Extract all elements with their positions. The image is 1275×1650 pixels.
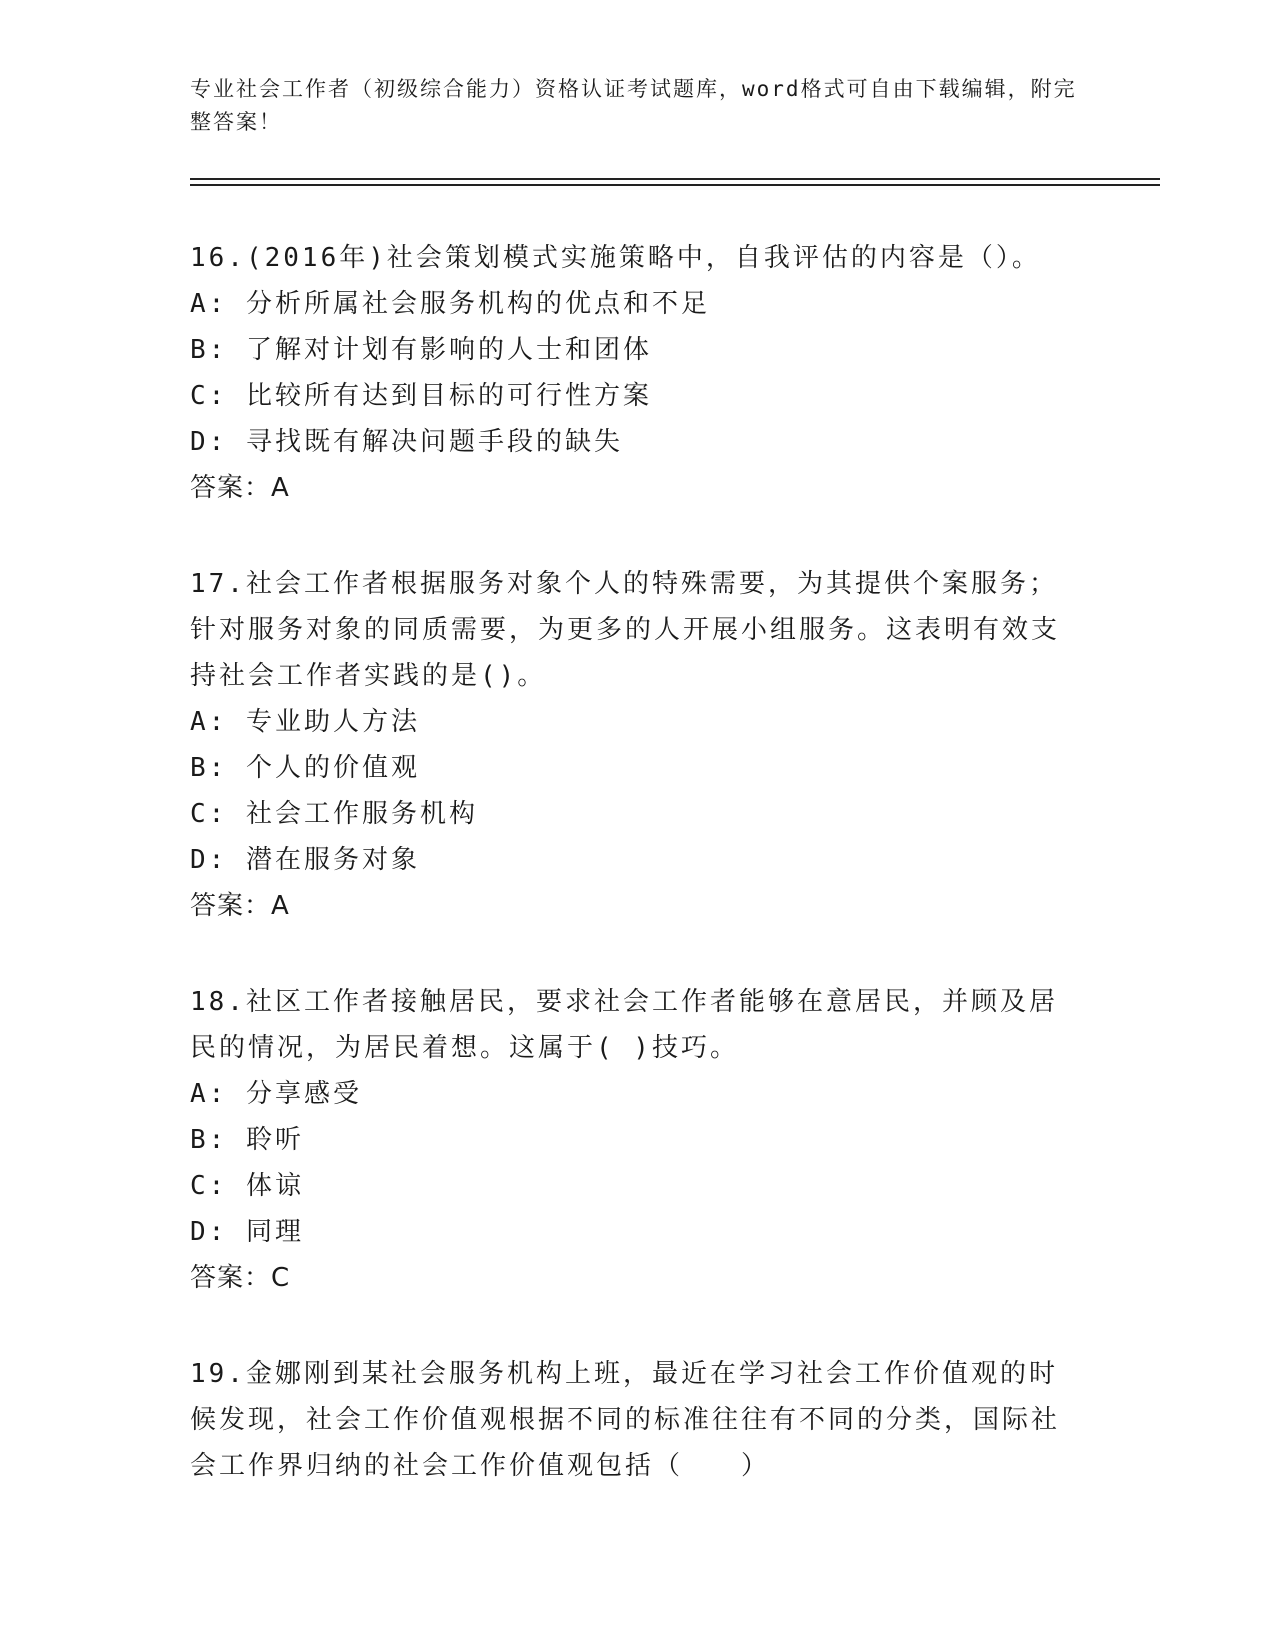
header-divider-top bbox=[190, 178, 1160, 180]
question-stem: 16.(2016年)社会策划模式实施策略中，自我评估的内容是（）。 bbox=[190, 243, 1041, 273]
answer-line: 答案：A bbox=[190, 891, 290, 921]
option-b: B: 了解对计划有影响的人士和团体 bbox=[190, 335, 652, 365]
question-17 bbox=[190, 561, 1080, 929]
answer-line: 答案：A bbox=[190, 473, 290, 503]
header-divider-bottom bbox=[190, 184, 1160, 186]
question-18 bbox=[190, 979, 1080, 1301]
option-c: C: 体谅 bbox=[190, 1171, 304, 1201]
option-a: A: 分享感受 bbox=[190, 1079, 362, 1109]
option-c: C: 比较所有达到目标的可行性方案 bbox=[190, 381, 652, 411]
question-19 bbox=[190, 1351, 1080, 1489]
option-a: A: 专业助人方法 bbox=[190, 707, 420, 737]
option-c: C: 社会工作服务机构 bbox=[190, 799, 478, 829]
answer-line: 答案：C bbox=[190, 1263, 291, 1293]
option-d: D: 寻找既有解决问题手段的缺失 bbox=[190, 427, 623, 457]
question-stem: 17.社会工作者根据服务对象个人的特殊需要，为其提供个案服务；针对服务对象的同质需要，为更多的人开展小组服务。这表明有效支持社会工作者实践的是()。 bbox=[190, 569, 1061, 691]
question-stem: 18.社区工作者接触居民，要求社会工作者能够在意居民，并顾及居民的情况，为居民着想。这属于( )技巧。 bbox=[190, 987, 1058, 1063]
question-list bbox=[190, 235, 1080, 1539]
question-stem: 19.金娜刚到某社会服务机构上班，最近在学习社会工作价值观的时候发现，社会工作价值观根据不同的标准往往有不同的分类，国际社会工作界归纳的社会工作价值观包括（ ） bbox=[190, 1359, 1061, 1481]
question-16 bbox=[190, 235, 1080, 511]
option-b: B: 个人的价值观 bbox=[190, 753, 420, 783]
option-b: B: 聆听 bbox=[190, 1125, 304, 1155]
option-a: A: 分析所属社会服务机构的优点和不足 bbox=[190, 289, 710, 319]
option-d: D: 潜在服务对象 bbox=[190, 845, 420, 875]
option-d: D: 同理 bbox=[190, 1217, 304, 1247]
document-header: 专业社会工作者（初级综合能力）资格认证考试题库，word格式可自由下载编辑，附完整答案！ bbox=[190, 77, 1077, 134]
